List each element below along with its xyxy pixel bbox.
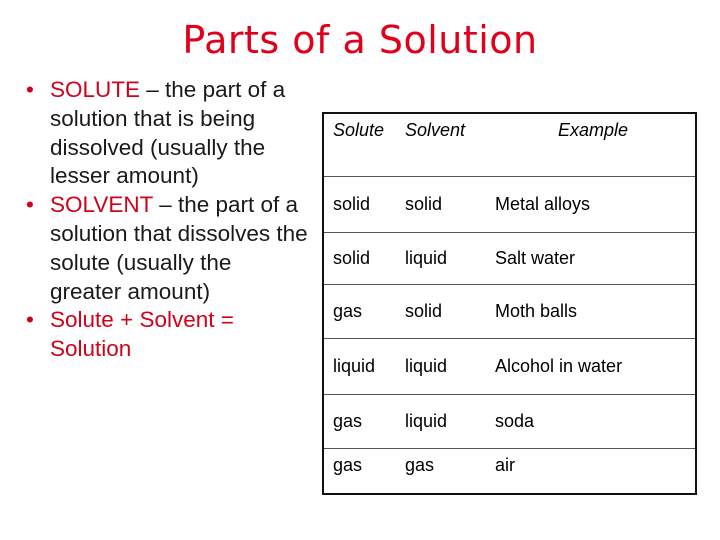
cell-solvent: liquid bbox=[399, 395, 491, 449]
header-solvent: Solvent bbox=[405, 120, 466, 140]
cell-example: Salt water bbox=[491, 233, 695, 285]
cell-example: air bbox=[491, 449, 695, 499]
header-solute: Solute bbox=[333, 120, 385, 140]
cell-example: Moth balls bbox=[491, 285, 695, 339]
table-row bbox=[324, 339, 695, 395]
bullet-term: SOLVENT bbox=[50, 192, 153, 218]
bullet-formula bbox=[26, 306, 308, 364]
table-row bbox=[324, 177, 695, 233]
cell-solvent: solid bbox=[399, 177, 491, 233]
cell-example: Alcohol in water bbox=[491, 339, 695, 395]
cell-example: soda bbox=[491, 395, 695, 449]
page-title: Parts of a Solution bbox=[182, 18, 538, 62]
table-row bbox=[324, 233, 695, 285]
bullet-term: SOLUTE bbox=[50, 77, 141, 102]
cell-solute: solid bbox=[324, 177, 399, 233]
cell-solvent: solid bbox=[399, 285, 491, 339]
cell-solute: gas bbox=[324, 285, 399, 339]
table-row bbox=[324, 395, 695, 449]
cell-solvent: gas bbox=[399, 449, 491, 499]
solution-table bbox=[322, 112, 697, 495]
bullet-text: – the part of a solution that is being dissolved (usually the lesser amount) bbox=[50, 77, 286, 189]
table-row bbox=[324, 449, 695, 499]
cell-solute: gas bbox=[324, 395, 399, 449]
bullet-solute bbox=[26, 76, 308, 191]
bullet-dot-icon: • bbox=[26, 192, 34, 218]
bullet-term: Solute + Solvent = Solution bbox=[50, 307, 234, 362]
table-row bbox=[324, 285, 695, 339]
cell-solvent: liquid bbox=[399, 233, 491, 285]
bullet-solvent bbox=[26, 191, 308, 306]
cell-solute: gas bbox=[324, 449, 399, 499]
bullet-list bbox=[26, 76, 308, 364]
cell-example: Metal alloys bbox=[491, 177, 695, 233]
cell-solute: solid bbox=[324, 233, 399, 285]
cell-solvent: liquid bbox=[399, 339, 491, 395]
header-example: Example bbox=[557, 120, 629, 140]
bullet-dot-icon: • bbox=[26, 307, 34, 333]
bullet-dot-icon: • bbox=[26, 77, 34, 102]
cell-solute: liquid bbox=[324, 339, 399, 395]
table-header-row bbox=[324, 114, 695, 177]
bullet-text: – the part of a solution that dissolves the solute (usually the greater amount) bbox=[50, 192, 308, 304]
